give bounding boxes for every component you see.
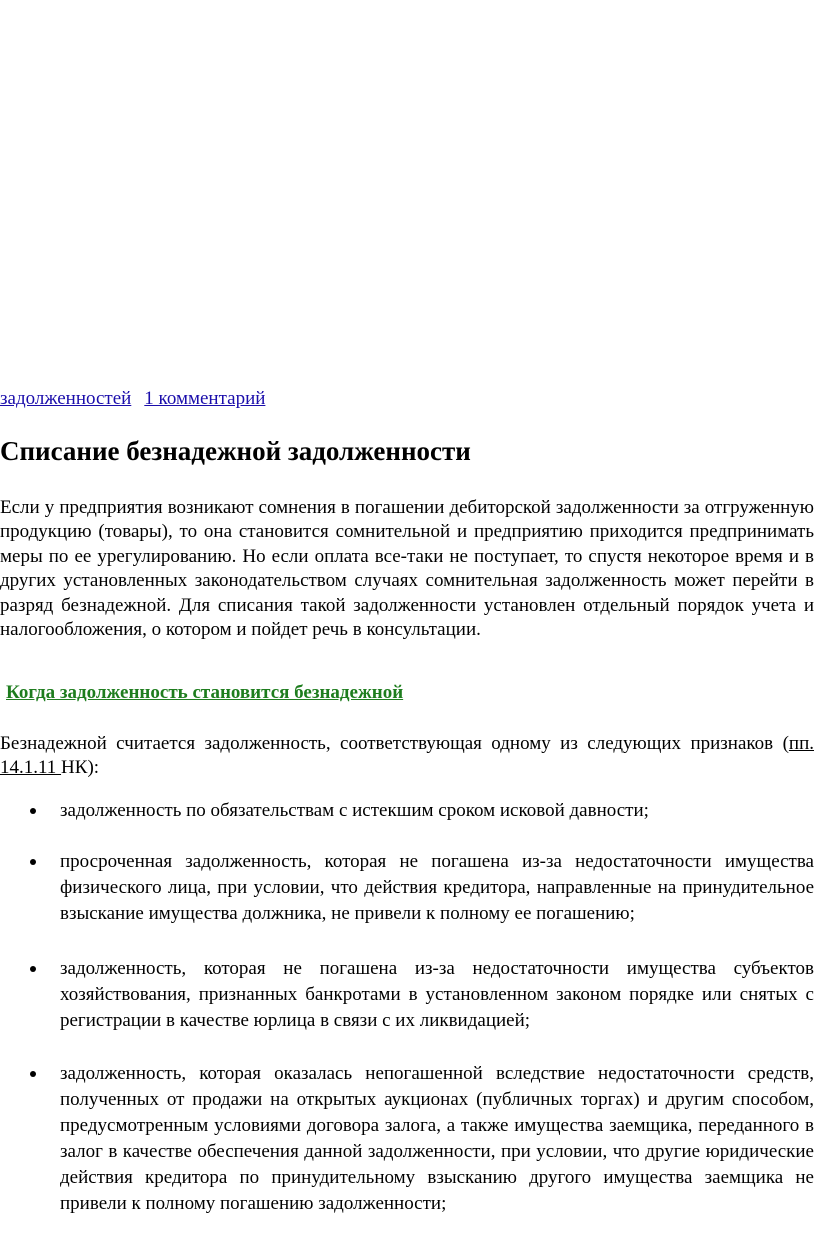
bullet-icon <box>30 966 36 972</box>
definition-text-end: НК): <box>61 757 100 779</box>
list-item <box>60 798 814 824</box>
bullet-icon <box>30 808 36 814</box>
comments-link[interactable]: 1 комментарий <box>144 388 266 409</box>
list-item <box>60 956 814 1034</box>
bullet-icon <box>30 1071 36 1077</box>
list-item <box>60 1061 814 1217</box>
definition-paragraph <box>0 732 814 781</box>
page-title: Списание безнадежной задолженности <box>0 436 471 466</box>
top-links <box>0 388 265 410</box>
section-heading: Когда задолженность становится безнадежной <box>6 682 404 703</box>
category-link[interactable]: задолженностей <box>0 388 132 409</box>
list-item-text: задолженность по обязательствам с истекшим сроком исковой давности; <box>60 800 649 821</box>
intro-paragraph: Если у предприятия возникают сомнения в погашении дебиторской задолженности за отгруженную продукцию (товары), то она становится сомнительной и предприятию приходится предпринимать меры по ее урегулированию. Но если оплата все-таки не поступает, то спустя некоторое время и в других установленных законодательством случаях сомнительная задолженность может перейти в разряд безнадежной. Для списания такой задолженности установлен отдельный порядок учета и налогообложения, о котором и пойдет речь в консультации. <box>0 497 814 641</box>
list-item-text: просроченная задолженность, которая не погашена из-за недостаточности имущества физического лица, при условии, что действия кредитора, направленные на принудительное взыскание имущества должника, не привели к полному ее погашению; <box>60 851 814 924</box>
list-item-text: задолженность, которая не погашена из-за недостаточности имущества субъектов хозяйствования, признанных банкротами в установленном законом порядке или снятых с регистрации в качестве юрлица в связи с их ликвидацией; <box>60 958 814 1031</box>
definition-text: Безнадежной считается задолженность, соответствующая одному из следующих признаков ( <box>0 733 789 754</box>
tax-code-reference: пп. 14.1.11 <box>0 733 814 779</box>
list-item <box>60 849 814 927</box>
bullet-icon <box>30 859 36 865</box>
list-item-text: задолженность, которая оказалась непогашенной вследствие недостаточности средств, полученных от продажи на открытых аукционах (публичных торгах) и другим способом, предусмотренным условиями договора залога, а также имущества заемщика, переданного в залог в качестве обеспечения данной задолженности, при условии, что другие юридические действия кредитора по принудительному взысканию другого имущества заемщика не привели к полному погашению задолженности; <box>60 1063 814 1214</box>
